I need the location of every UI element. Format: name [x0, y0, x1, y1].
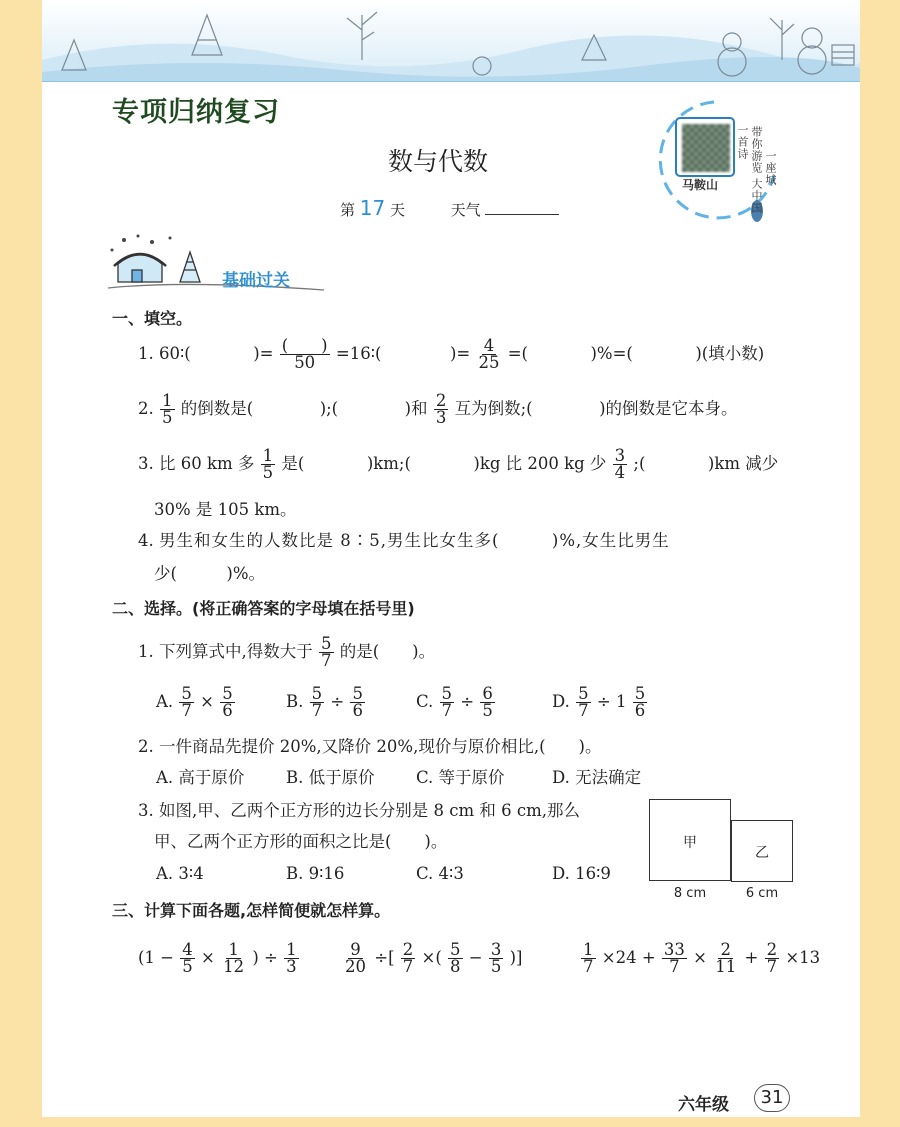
option-frac-2: [220, 686, 235, 719]
expr-frac: [221, 942, 246, 975]
frac-num: 2: [766, 940, 778, 959]
part1-q3: [138, 448, 778, 481]
frac-den: 7: [181, 701, 192, 720]
p2q3-option-c[interactable]: C. 4∶3: [416, 864, 464, 883]
part3-heading: 三、计算下面各题,怎样简便就怎样算。: [112, 901, 391, 920]
frac-den: 7: [669, 957, 680, 976]
frac-num: 5: [634, 684, 646, 703]
option-operator: ÷: [330, 692, 345, 711]
frac-num: 1: [583, 940, 594, 959]
frac-num: 5: [321, 634, 332, 653]
part3-expr-3: [580, 942, 820, 975]
qr-text-col3: 一座城: [764, 150, 777, 186]
option-frac-2: [350, 686, 365, 719]
p2q3-option-b[interactable]: B. 9∶16: [286, 864, 345, 883]
section-title: 专项归纳复习: [112, 97, 280, 128]
q1-text-e: =(: [507, 344, 528, 363]
frac-num: 5: [311, 684, 323, 703]
worksheet-page: [42, 0, 860, 1117]
expr-text: −: [468, 948, 483, 967]
day-prefix: 第: [340, 201, 356, 219]
qr-code[interactable]: [682, 124, 730, 172]
expr-text: ×(: [421, 948, 442, 967]
frac-num: 1: [286, 940, 297, 959]
frac-den: 6: [634, 701, 646, 720]
frac-num: 4: [182, 940, 193, 959]
snow-house-icon: [104, 232, 326, 296]
option-frac-1: [576, 686, 591, 719]
frac-den: 5: [490, 957, 502, 976]
expr-text: ×13: [785, 948, 821, 967]
frac-num: 5: [222, 684, 233, 703]
q2-fraction-2-3: [434, 393, 449, 426]
q2-text-e: )的倒数是它本身。: [599, 399, 738, 418]
expr-text: (1 −: [138, 948, 175, 967]
expr-text: ×: [201, 948, 215, 967]
qr-text-col2: 带你游览: [750, 126, 763, 174]
q1-text-a: 60∶(: [159, 344, 191, 363]
frac-den: 7: [321, 651, 332, 670]
q2-text-d: 互为倒数;(: [454, 399, 533, 418]
square-yi-dimension: 6 cm: [745, 886, 779, 901]
frac-num: ( ): [281, 336, 328, 355]
option-frac-1: [310, 686, 325, 719]
frac-num: 33: [663, 940, 685, 959]
frac-den: 5: [162, 408, 173, 427]
option-operator: ÷: [596, 692, 611, 711]
expr-frac: [343, 942, 368, 975]
frac-den: 5: [262, 463, 274, 482]
option-whole: 1: [615, 692, 627, 711]
p2q2-option-c[interactable]: C. 等于原价: [416, 768, 505, 787]
frac-den: 8: [450, 957, 461, 976]
p2q1-fraction-5-7: [319, 636, 334, 669]
p2q3-option-a[interactable]: A. 3∶4: [156, 864, 204, 883]
frac-den: 5: [182, 957, 193, 976]
square-yi-label: 乙: [755, 845, 769, 861]
frac-den: 5: [482, 701, 493, 720]
part1-q2: [138, 393, 738, 426]
q2-number: 2.: [138, 399, 154, 418]
frac-num: 5: [450, 940, 461, 959]
q4-number: 4.: [138, 531, 154, 550]
frac-den: 3: [435, 408, 447, 427]
frac-den: 7: [583, 957, 594, 976]
frac-num: 1: [262, 446, 274, 465]
expr-frac: [662, 942, 687, 975]
frac-num: 6: [482, 684, 493, 703]
frac-num: 9: [350, 940, 361, 959]
frac-den: 4: [614, 463, 626, 482]
frac-den: 25: [478, 353, 500, 372]
part3-expr-1: [138, 942, 300, 975]
frac-den: 11: [715, 957, 737, 976]
option-label: C.: [416, 692, 434, 711]
q3-text-e: ;(: [633, 454, 646, 473]
expr-text: )]: [509, 948, 523, 967]
part2-q1: [138, 636, 435, 669]
grade-label: 六年级: [678, 1095, 729, 1115]
option-label: B.: [286, 692, 304, 711]
frac-den: 6: [222, 701, 233, 720]
frac-den: 7: [578, 701, 589, 720]
option-frac-2: [633, 686, 648, 719]
frac-num: 3: [614, 446, 626, 465]
q3-fraction-1-5: [261, 448, 276, 481]
q1-fraction-4-25: [476, 338, 501, 371]
p2q1-text-b: 的是( )。: [339, 642, 436, 661]
expr-text: ×: [693, 948, 707, 967]
part1-q3-line2: 30% 是 105 km。: [154, 500, 297, 519]
frac-num: 5: [352, 684, 363, 703]
q1-text-c: =16∶(: [335, 344, 382, 363]
expr-frac: [489, 942, 504, 975]
q2-text-b: );(: [319, 399, 339, 418]
day-suffix: 天: [390, 201, 406, 219]
expr-frac: [180, 942, 195, 975]
frac-num: 2: [720, 940, 731, 959]
part3-expr-2: [342, 942, 522, 975]
expr-frac: [581, 942, 596, 975]
frac-num: 5: [181, 684, 192, 703]
weather-blank[interactable]: [485, 200, 559, 215]
part1-q4-line2: 少( )%。: [154, 564, 266, 583]
expr-text: +: [744, 948, 759, 967]
part2-q3: [138, 801, 580, 821]
frac-num: 2: [402, 940, 414, 959]
frac-den: 6: [352, 701, 363, 720]
p2q1-option-c[interactable]: [416, 686, 496, 719]
expr-frac: [713, 942, 738, 975]
option-frac-1: [179, 686, 194, 719]
q3-text-a: 比 60 km 多: [159, 454, 255, 473]
part2-heading: 二、选择。(将正确答案的字母填在括号里): [112, 599, 415, 618]
p2q3-line2: 甲、乙两个正方形的面积之比是( )。: [154, 832, 448, 851]
page-number: 31: [754, 1084, 790, 1112]
p2q2-option-b[interactable]: B. 低于原价: [286, 768, 375, 787]
part1-q4: [138, 531, 670, 551]
p2q2-option-a[interactable]: A. 高于原价: [156, 768, 245, 787]
frac-den: 7: [766, 957, 778, 976]
day-weather-line: [340, 196, 559, 220]
q1-number: 1.: [138, 344, 154, 363]
option-label: D.: [552, 692, 570, 711]
p2q1-option-d[interactable]: [552, 686, 648, 719]
q3-fraction-3-4: [613, 448, 628, 481]
frac-den: 7: [402, 957, 414, 976]
frac-den: 12: [223, 957, 245, 976]
p2q1-text-a: 下列算式中,得数大于: [159, 642, 313, 661]
frac-den: 7: [441, 701, 453, 720]
q1-text-f: )%=(: [590, 344, 633, 363]
part2-q2: [138, 737, 601, 757]
p2q2-option-d[interactable]: D. 无法确定: [552, 768, 642, 787]
option-frac-1: [440, 686, 455, 719]
expr-frac: [448, 942, 463, 975]
square-jia-label: 甲: [683, 835, 697, 851]
option-label: A.: [156, 692, 174, 711]
option-operator: ÷: [460, 692, 475, 711]
frac-num: 1: [162, 391, 173, 410]
qr-text-col1: 一首诗: [736, 124, 749, 160]
frac-num: 3: [490, 940, 502, 959]
expr-text: ×24 +: [601, 948, 656, 967]
q3-text-c: )km;(: [366, 454, 411, 473]
frac-num: 2: [435, 391, 447, 410]
q3-text-f: )km 减少: [707, 454, 779, 473]
expr-frac: [401, 942, 416, 975]
frac-den: 20: [345, 957, 366, 976]
p2q3-number: 3.: [138, 801, 154, 820]
q4-line1: 男生和女生的人数比是 8∶5,男生比女生多( )%,女生比男生: [159, 531, 670, 550]
q3-text-d: )kg 比 200 kg 少: [473, 454, 607, 473]
frac-den: 3: [286, 957, 297, 976]
q1-text-d: )=: [449, 344, 471, 363]
weather-label: 天气: [450, 201, 481, 219]
expr-text: ÷[: [374, 948, 395, 967]
winter-banner-illustration: [42, 0, 860, 82]
page-title: 数与代数: [388, 147, 489, 176]
qr-city: 马鞍山: [682, 178, 719, 192]
expr-frac: [765, 942, 780, 975]
p2q2-text: 一件商品先提价 20%,又降价 20%,现价与原价相比,( )。: [159, 737, 602, 756]
expr-frac: [284, 942, 299, 975]
qr-text-col4: 大中国: [750, 178, 763, 214]
part1-heading: 一、填空。: [112, 309, 193, 328]
frac-den: 50: [294, 353, 316, 372]
frac-num: 5: [578, 684, 589, 703]
part1-q1: [138, 338, 764, 371]
frac-num: 1: [228, 940, 239, 959]
q1-fraction-blank[interactable]: [280, 338, 330, 371]
expr-text: ) ÷: [252, 948, 278, 967]
q1-text-b: )=: [253, 344, 274, 363]
p2q3-line1: 如图,甲、乙两个正方形的边长分别是 8 cm 和 6 cm,那么: [159, 801, 580, 820]
q2-fraction-1-5: [160, 393, 175, 426]
p2q1-number: 1.: [138, 642, 154, 661]
p2q1-option-b[interactable]: [286, 686, 366, 719]
frac-num: 5: [441, 684, 453, 703]
q2-text-c: )和: [404, 399, 428, 418]
q3-text-b: 是(: [281, 454, 305, 473]
frac-num: 4: [483, 336, 495, 355]
p2q2-number: 2.: [138, 737, 154, 756]
q1-text-g: )(填小数): [695, 344, 765, 363]
option-operator: ×: [200, 692, 214, 711]
p2q1-option-a[interactable]: [156, 686, 236, 719]
option-frac-2: [480, 686, 495, 719]
p2q3-option-d[interactable]: D. 16∶9: [552, 864, 611, 883]
basics-tag: 基础过关: [222, 271, 290, 291]
square-jia-dimension: 8 cm: [673, 886, 707, 901]
frac-den: 7: [311, 701, 323, 720]
q2-text-a: 的倒数是(: [180, 399, 254, 418]
day-number: 17: [359, 196, 386, 220]
q3-number: 3.: [138, 454, 154, 473]
